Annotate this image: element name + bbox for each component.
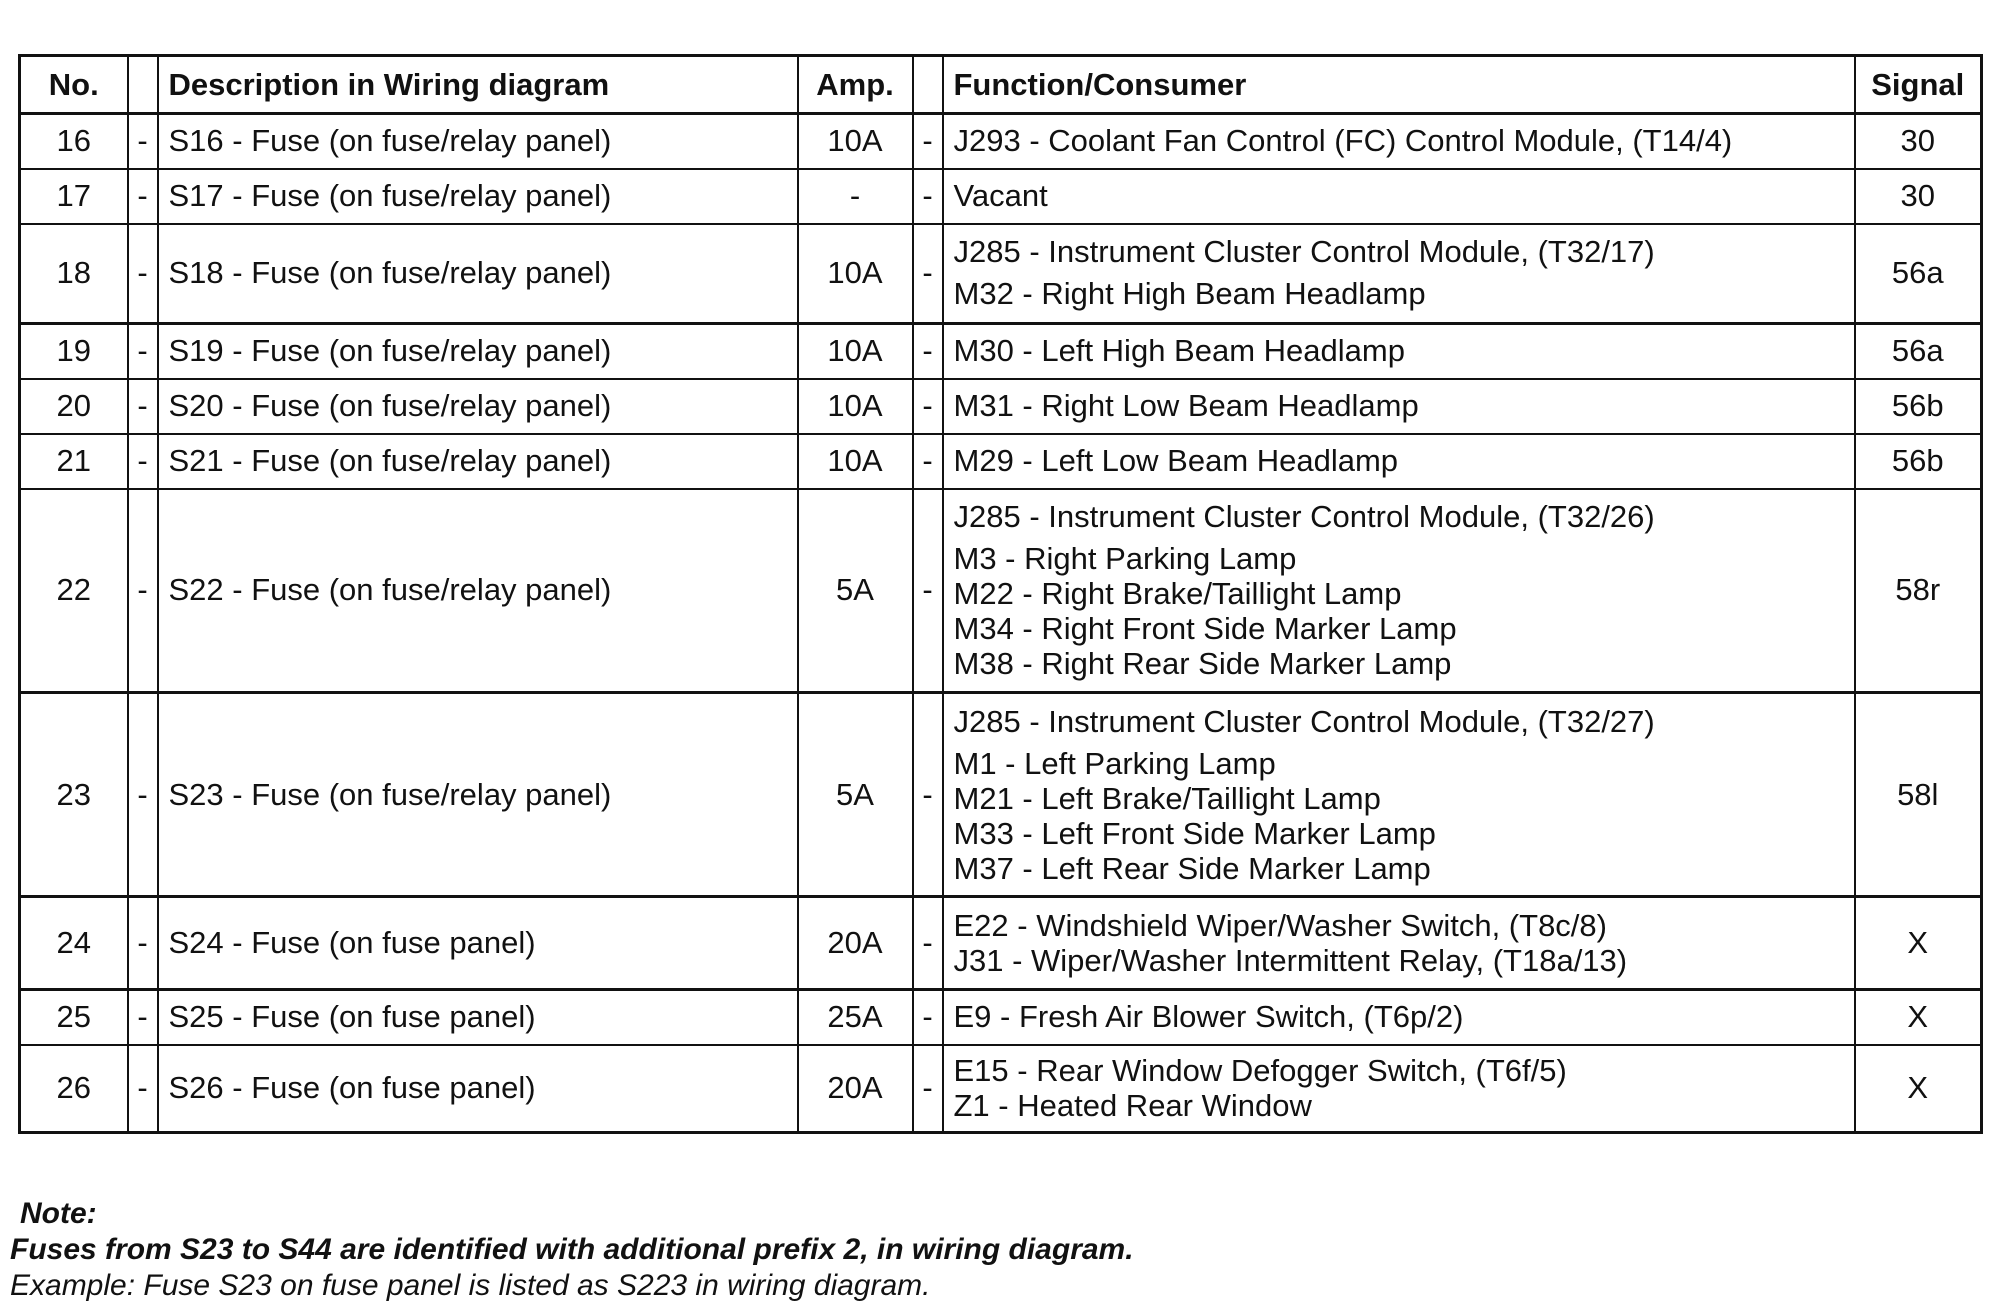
row-dash-2: - [913, 379, 943, 434]
function-line: M22 - Right Brake/Taillight Lamp [953, 576, 1402, 612]
table-row [20, 693, 1982, 897]
row-function [943, 114, 1855, 169]
function-line: M30 - Left High Beam Headlamp [953, 333, 1405, 369]
row-dash-2: - [913, 169, 943, 224]
table-row [20, 897, 1982, 990]
function-line: M29 - Left Low Beam Headlamp [953, 443, 1399, 478]
function-line: E22 - Windshield Wiper/Washer Switch, (T8c/8) [953, 908, 1607, 943]
header-amp: Amp. [798, 56, 913, 114]
note-line-1: Fuses from S23 to S44 are identified with additional prefix 2, in wiring diagram. [10, 1233, 1134, 1266]
row-description: S21 - Fuse (on fuse/relay panel) [158, 434, 798, 489]
header-dash [128, 56, 158, 114]
row-dash: - [128, 434, 158, 489]
row-dash-2: - [913, 224, 943, 324]
row-amp: 5A [798, 693, 913, 897]
row-dash: - [128, 1045, 158, 1133]
row-no: 24 [20, 897, 128, 990]
row-dash-2: - [913, 324, 943, 379]
table-row [20, 1045, 1982, 1133]
row-description: S17 - Fuse (on fuse/relay panel) [158, 169, 798, 224]
row-signal: 58r [1855, 489, 1982, 693]
row-no: 22 [20, 489, 128, 693]
row-no: 20 [20, 379, 128, 434]
row-dash: - [128, 379, 158, 434]
function-line: M1 - Left Parking Lamp [953, 745, 1276, 781]
row-description: S20 - Fuse (on fuse/relay panel) [158, 379, 798, 434]
header-function: Function/Consumer [943, 56, 1855, 114]
row-function [943, 224, 1855, 324]
function-line: M37 - Left Rear Side Marker Lamp [953, 850, 1431, 886]
row-signal: 56a [1855, 224, 1982, 324]
row-description: S23 - Fuse (on fuse/relay panel) [158, 693, 798, 897]
row-function [943, 379, 1855, 434]
row-description: S19 - Fuse (on fuse/relay panel) [158, 324, 798, 379]
row-description: S18 - Fuse (on fuse/relay panel) [158, 224, 798, 324]
function-line: J285 - Instrument Cluster Control Module, (T32/26) [953, 499, 1655, 535]
row-no: 25 [20, 990, 128, 1045]
function-line: J285 - Instrument Cluster Control Module, (T32/17) [953, 234, 1655, 270]
row-amp: 20A [798, 1045, 913, 1133]
row-signal: 56b [1855, 434, 1982, 489]
row-amp: 10A [798, 324, 913, 379]
function-line: E9 - Fresh Air Blower Switch, (T6p/2) [953, 999, 1464, 1035]
row-signal: X [1855, 1045, 1982, 1133]
function-line: E15 - Rear Window Defogger Switch, (T6f/5) [953, 1053, 1567, 1089]
row-amp: 10A [798, 434, 913, 489]
row-amp: 20A [798, 897, 913, 990]
row-dash-2: - [913, 1045, 943, 1133]
note-block [10, 1196, 1410, 1304]
row-function [943, 1045, 1855, 1133]
note-line-2: Example: Fuse S23 on fuse panel is listed as S223 in wiring diagram. [10, 1269, 931, 1302]
function-line: J293 - Coolant Fan Control (FC) Control Module, (T14/4) [953, 123, 1733, 159]
row-no: 23 [20, 693, 128, 897]
table-row [20, 324, 1982, 379]
table-row [20, 224, 1982, 324]
row-function [943, 434, 1855, 489]
function-line: M34 - Right Front Side Marker Lamp [953, 611, 1457, 647]
row-no: 17 [20, 169, 128, 224]
table-row [20, 379, 1982, 434]
row-amp: - [798, 169, 913, 224]
row-signal: 56a [1855, 324, 1982, 379]
table-header-row [20, 56, 1982, 114]
row-no: 19 [20, 324, 128, 379]
row-description: S24 - Fuse (on fuse panel) [158, 897, 798, 990]
table-row [20, 434, 1982, 489]
row-dash: - [128, 897, 158, 990]
row-no: 21 [20, 434, 128, 489]
row-dash: - [128, 169, 158, 224]
row-amp: 10A [798, 379, 913, 434]
row-function [943, 897, 1855, 990]
table-row [20, 489, 1982, 693]
row-dash-2: - [913, 693, 943, 897]
row-description: S25 - Fuse (on fuse panel) [158, 990, 798, 1045]
header-no: No. [20, 56, 128, 114]
row-dash: - [128, 693, 158, 897]
function-line: J31 - Wiper/Washer Intermittent Relay, (T18a/13) [953, 943, 1628, 978]
fuse-table [18, 54, 1983, 1134]
function-line: M3 - Right Parking Lamp [953, 541, 1297, 577]
row-description: S26 - Fuse (on fuse panel) [158, 1045, 798, 1133]
row-dash: - [128, 990, 158, 1045]
table-row [20, 990, 1982, 1045]
function-line: M33 - Left Front Side Marker Lamp [953, 815, 1436, 851]
function-line: J285 - Instrument Cluster Control Module, (T32/27) [953, 703, 1655, 739]
row-amp: 10A [798, 114, 913, 169]
row-no: 18 [20, 224, 128, 324]
row-signal: X [1855, 897, 1982, 990]
row-function [943, 169, 1855, 224]
function-line: Vacant [953, 178, 1048, 213]
row-dash: - [128, 324, 158, 379]
row-signal: 30 [1855, 169, 1982, 224]
row-function [943, 693, 1855, 897]
function-line: M31 - Right Low Beam Headlamp [953, 388, 1419, 423]
row-dash: - [128, 224, 158, 324]
row-no: 16 [20, 114, 128, 169]
header-signal: Signal [1855, 56, 1982, 114]
row-dash-2: - [913, 114, 943, 169]
row-function [943, 324, 1855, 379]
function-line: M32 - Right High Beam Headlamp [953, 276, 1426, 312]
row-amp: 5A [798, 489, 913, 693]
row-signal: 30 [1855, 114, 1982, 169]
row-dash: - [128, 114, 158, 169]
function-line: Z1 - Heated Rear Window [953, 1088, 1312, 1124]
table-row [20, 169, 1982, 224]
row-dash-2: - [913, 897, 943, 990]
row-function [943, 489, 1855, 693]
table-row [20, 114, 1982, 169]
row-description: S22 - Fuse (on fuse/relay panel) [158, 489, 798, 693]
row-dash: - [128, 489, 158, 693]
row-signal: X [1855, 990, 1982, 1045]
row-description: S16 - Fuse (on fuse/relay panel) [158, 114, 798, 169]
row-amp: 25A [798, 990, 913, 1045]
row-signal: 56b [1855, 379, 1982, 434]
header-dash-2 [913, 56, 943, 114]
row-function [943, 990, 1855, 1045]
row-dash-2: - [913, 434, 943, 489]
function-line: M21 - Left Brake/Taillight Lamp [953, 780, 1381, 816]
header-description: Description in Wiring diagram [158, 56, 798, 114]
note-title: Note: [20, 1197, 97, 1230]
function-line: M38 - Right Rear Side Marker Lamp [953, 646, 1452, 682]
row-amp: 10A [798, 224, 913, 324]
row-dash-2: - [913, 990, 943, 1045]
row-signal: 58l [1855, 693, 1982, 897]
row-no: 26 [20, 1045, 128, 1133]
row-dash-2: - [913, 489, 943, 693]
